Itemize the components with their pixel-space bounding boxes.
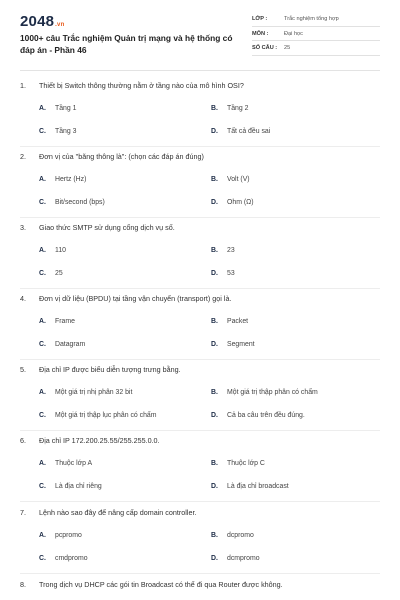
- question-text: [20, 508, 196, 517]
- question-number: 1.: [20, 81, 26, 90]
- option-letter: B.: [211, 176, 218, 183]
- question-5: [20, 365, 390, 433]
- option-text: Segment: [227, 341, 255, 348]
- answer-option-d[interactable]: [211, 341, 255, 348]
- option-letter: C.: [39, 199, 46, 206]
- answer-option-c[interactable]: [39, 412, 157, 419]
- answer-option-d[interactable]: [211, 555, 260, 562]
- question-body: Giao thức SMTP sử dụng cổng dịch vụ số.: [39, 223, 175, 232]
- answer-option-b[interactable]: [211, 105, 248, 112]
- meta-row-subject: [252, 27, 380, 42]
- question-divider: [20, 501, 380, 502]
- answer-option-a[interactable]: [39, 318, 75, 325]
- question-number: 2.: [20, 152, 26, 161]
- option-letter: B.: [211, 247, 218, 254]
- question-6: [20, 436, 390, 504]
- option-text: 53: [227, 270, 235, 277]
- option-letter: B.: [211, 532, 218, 539]
- question-text: [20, 152, 204, 161]
- logo-text: 2048: [20, 13, 55, 30]
- option-text: Là địa chỉ riêng: [55, 483, 102, 490]
- question-divider: [20, 430, 380, 431]
- option-text: Ohm (Ω): [227, 199, 254, 206]
- option-letter: D.: [211, 483, 218, 490]
- option-text: cmdpromo: [55, 555, 88, 562]
- option-letter: A.: [39, 176, 46, 183]
- option-text: Hertz (Hz): [55, 176, 87, 183]
- answer-option-c[interactable]: [39, 341, 85, 348]
- option-letter: D.: [211, 128, 218, 135]
- meta-label: LỚP :: [252, 16, 268, 22]
- meta-label: SỐ CÂU :: [252, 45, 278, 51]
- question-body: Lệnh nào sao đây để nâng cấp domain controller.: [39, 508, 197, 517]
- option-text: dcmpromo: [227, 555, 260, 562]
- option-letter: C.: [39, 483, 46, 490]
- option-letter: D.: [211, 199, 218, 206]
- question-text: [20, 365, 181, 374]
- answer-option-a[interactable]: [39, 105, 76, 112]
- answer-option-a[interactable]: [39, 389, 132, 396]
- answer-option-b[interactable]: [211, 389, 318, 396]
- meta-label: MÔN :: [252, 30, 269, 37]
- option-text: dcpromo: [227, 532, 254, 539]
- question-body: Đơn vị dữ liệu (BPDU) tại tầng vận chuyển (transport) gọi là.: [39, 294, 232, 303]
- question-divider: [20, 359, 380, 360]
- option-text: Thuộc lớp A: [55, 460, 93, 467]
- option-text: Một giá trị nhị phân 32 bit: [55, 389, 133, 396]
- page-header: [0, 0, 400, 66]
- question-text: [20, 81, 244, 90]
- answer-option-c[interactable]: [39, 199, 105, 206]
- option-letter: A.: [39, 532, 46, 539]
- question-number: 6.: [20, 436, 26, 445]
- option-text: Thuộc lớp C: [227, 460, 265, 467]
- answer-option-c[interactable]: [39, 555, 88, 562]
- option-text: 110: [55, 247, 66, 254]
- question-divider: [20, 217, 380, 218]
- answer-option-d[interactable]: [211, 483, 289, 490]
- answer-option-a[interactable]: [39, 176, 86, 183]
- option-text: Datagram: [55, 341, 86, 348]
- answer-option-d[interactable]: [211, 412, 305, 419]
- answer-option-a[interactable]: [39, 460, 92, 467]
- question-2: [20, 152, 390, 220]
- option-text: Tầng 1: [55, 105, 77, 112]
- question-divider: [20, 573, 380, 574]
- option-text: Tất cả đều sai: [227, 128, 271, 135]
- option-letter: A.: [39, 460, 46, 467]
- question-text: [20, 436, 160, 445]
- meta-row-class: [252, 12, 380, 27]
- option-letter: A.: [39, 318, 46, 325]
- question-body: Thiết bị Switch thông thường nằm ở tầng nào của mô hình OSI?: [39, 81, 244, 90]
- question-divider: [20, 146, 380, 147]
- option-text: Bit/second (bps): [55, 199, 105, 206]
- option-letter: C.: [39, 555, 46, 562]
- question-text: [20, 580, 283, 589]
- option-letter: C.: [39, 341, 46, 348]
- option-text: pcpromo: [55, 532, 82, 539]
- question-3: [20, 223, 390, 291]
- option-text: Packet: [227, 318, 249, 325]
- question-text: [20, 294, 232, 303]
- question-number: 3.: [20, 223, 26, 232]
- answer-option-c[interactable]: [39, 483, 102, 490]
- question-body: Đơn vị của "băng thông là": (chọn các đáp án đúng): [39, 152, 204, 161]
- answer-option-a[interactable]: [39, 532, 82, 539]
- question-1: [20, 81, 390, 149]
- question-number: 5.: [20, 365, 26, 374]
- question-body: Địa chỉ IP 172.200.25.55/255.255.0.0.: [39, 436, 160, 445]
- option-letter: C.: [39, 412, 46, 419]
- meta-value: 25: [284, 45, 291, 51]
- option-letter: B.: [211, 318, 218, 325]
- option-letter: A.: [39, 105, 46, 112]
- option-letter: A.: [39, 389, 46, 396]
- question-number: 4.: [20, 294, 26, 303]
- option-letter: B.: [211, 460, 218, 467]
- answer-option-b[interactable]: [211, 318, 248, 325]
- option-letter: B.: [211, 389, 218, 396]
- question-body: Trong dịch vụ DHCP các gói tin Broadcast có thể đi qua Router được không.: [39, 580, 283, 589]
- option-letter: A.: [39, 247, 46, 254]
- meta-value: Đại học: [284, 30, 303, 37]
- question-8: [20, 580, 390, 596]
- option-text: Tầng 3: [55, 128, 77, 135]
- answer-option-c[interactable]: [39, 270, 63, 277]
- option-letter: B.: [211, 105, 218, 112]
- logo-suffix: .vn: [55, 22, 65, 28]
- question-body: Địa chỉ IP được biểu diễn tượng trưng bằng.: [39, 365, 181, 374]
- meta-value: Trắc nghiệm tổng hợp: [284, 16, 339, 22]
- option-text: 23: [227, 247, 235, 254]
- option-text: 25: [55, 270, 63, 277]
- answer-option-d[interactable]: [211, 199, 254, 206]
- document-meta: [252, 12, 380, 56]
- option-letter: D.: [211, 270, 218, 277]
- answer-option-b[interactable]: [211, 460, 265, 467]
- question-number: 7.: [20, 508, 26, 517]
- option-letter: D.: [211, 412, 218, 419]
- option-text: Một giá trị thập phân có chấm: [227, 389, 318, 396]
- answer-option-b[interactable]: [211, 532, 254, 539]
- option-letter: D.: [211, 341, 218, 348]
- option-text: Một giá trị thập lục phân có chấm: [55, 412, 157, 419]
- option-letter: D.: [211, 555, 218, 562]
- answer-option-d[interactable]: [211, 128, 270, 135]
- answer-option-a[interactable]: [39, 247, 66, 254]
- question-7: [20, 508, 390, 576]
- question-number: 8.: [20, 580, 26, 589]
- option-letter: C.: [39, 270, 46, 277]
- option-text: Volt (V): [227, 176, 250, 183]
- option-text: Cả ba câu trên đều đúng.: [227, 412, 305, 419]
- answer-option-d[interactable]: [211, 270, 235, 277]
- option-text: Là địa chỉ broadcast: [227, 483, 289, 490]
- header-divider: [20, 70, 380, 71]
- site-logo[interactable]: [20, 13, 64, 30]
- document-title: 1000+ câu Trắc nghiệm Quản trị mạng và hệ thống có đáp án - Phần 46: [20, 33, 233, 55]
- option-text: Tầng 2: [227, 105, 249, 112]
- question-text: [20, 223, 175, 232]
- question-4: [20, 294, 390, 362]
- answer-option-c[interactable]: [39, 128, 76, 135]
- answer-option-b[interactable]: [211, 247, 235, 254]
- question-divider: [20, 288, 380, 289]
- option-letter: C.: [39, 128, 46, 135]
- answer-option-b[interactable]: [211, 176, 250, 183]
- option-text: Frame: [55, 318, 75, 325]
- meta-row-count: [252, 41, 380, 56]
